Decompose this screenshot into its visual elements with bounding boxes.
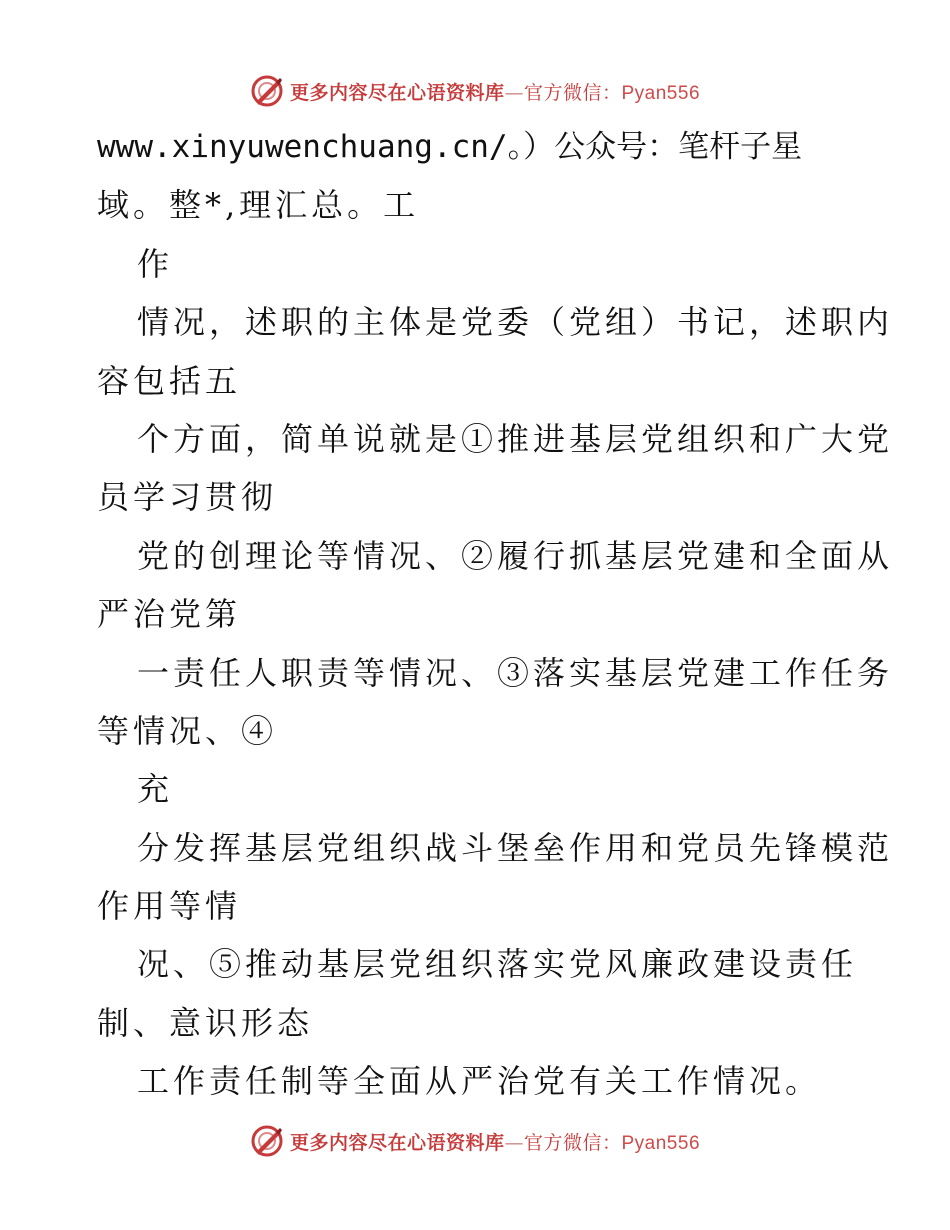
pen-logo-icon — [250, 1124, 284, 1158]
body-line: 况、⑤推动基层党组织落实党风廉政建设责任 — [137, 945, 858, 984]
body-line: 作 — [137, 244, 174, 283]
header-banner-text — [290, 78, 700, 105]
body-line: 容包括五 — [97, 361, 242, 400]
body-line: 党的创理论等情况、②履行抓基层党建和全面从 — [137, 536, 894, 575]
header-official-label: 官方微信： — [523, 81, 622, 104]
header-separator: — — [504, 81, 524, 104]
footer-banner-text — [290, 1128, 700, 1155]
footer-wechat-id: Pyan556 — [621, 1132, 701, 1154]
header-brand: 更多内容尽在心语资料库 — [289, 81, 505, 104]
footer-banner — [0, 1121, 950, 1161]
body-line: 严治党第 — [97, 595, 242, 634]
header-wechat-id: Pyan556 — [621, 82, 701, 104]
pen-logo-icon — [250, 74, 284, 108]
body-line: 等情况、④ — [97, 711, 278, 750]
body-line: 作用等情 — [97, 887, 242, 926]
footer-brand: 更多内容尽在心语资料库 — [289, 1131, 505, 1154]
body-line: 域。整*,理汇总。工 — [97, 186, 420, 225]
body-line: 一责任人职责等情况、③落实基层党建工作任务 — [137, 653, 894, 692]
body-line: 员学习贯彻 — [97, 478, 278, 517]
footer-separator: — — [504, 1131, 524, 1154]
body-line: www.xinyuwenchuang.cn/。）公众号：笔杆子星 — [97, 129, 803, 165]
body-line: 制、意识形态 — [97, 1003, 314, 1042]
footer-official-label: 官方微信： — [523, 1131, 622, 1154]
body-line: 工作责任制等全面从严治党有关工作情况。 — [137, 1062, 822, 1101]
body-line: 分发挥基层党组织战斗堡垒作用和党员先锋模范 — [137, 828, 894, 867]
document-body — [97, 118, 894, 1111]
body-line: 情况，述职的主体是党委（党组）书记，述职内 — [137, 303, 894, 342]
body-line: 充 — [137, 770, 174, 809]
body-line: 个方面，简单说就是①推进基层党组织和广大党 — [137, 419, 894, 458]
header-banner — [0, 71, 950, 111]
